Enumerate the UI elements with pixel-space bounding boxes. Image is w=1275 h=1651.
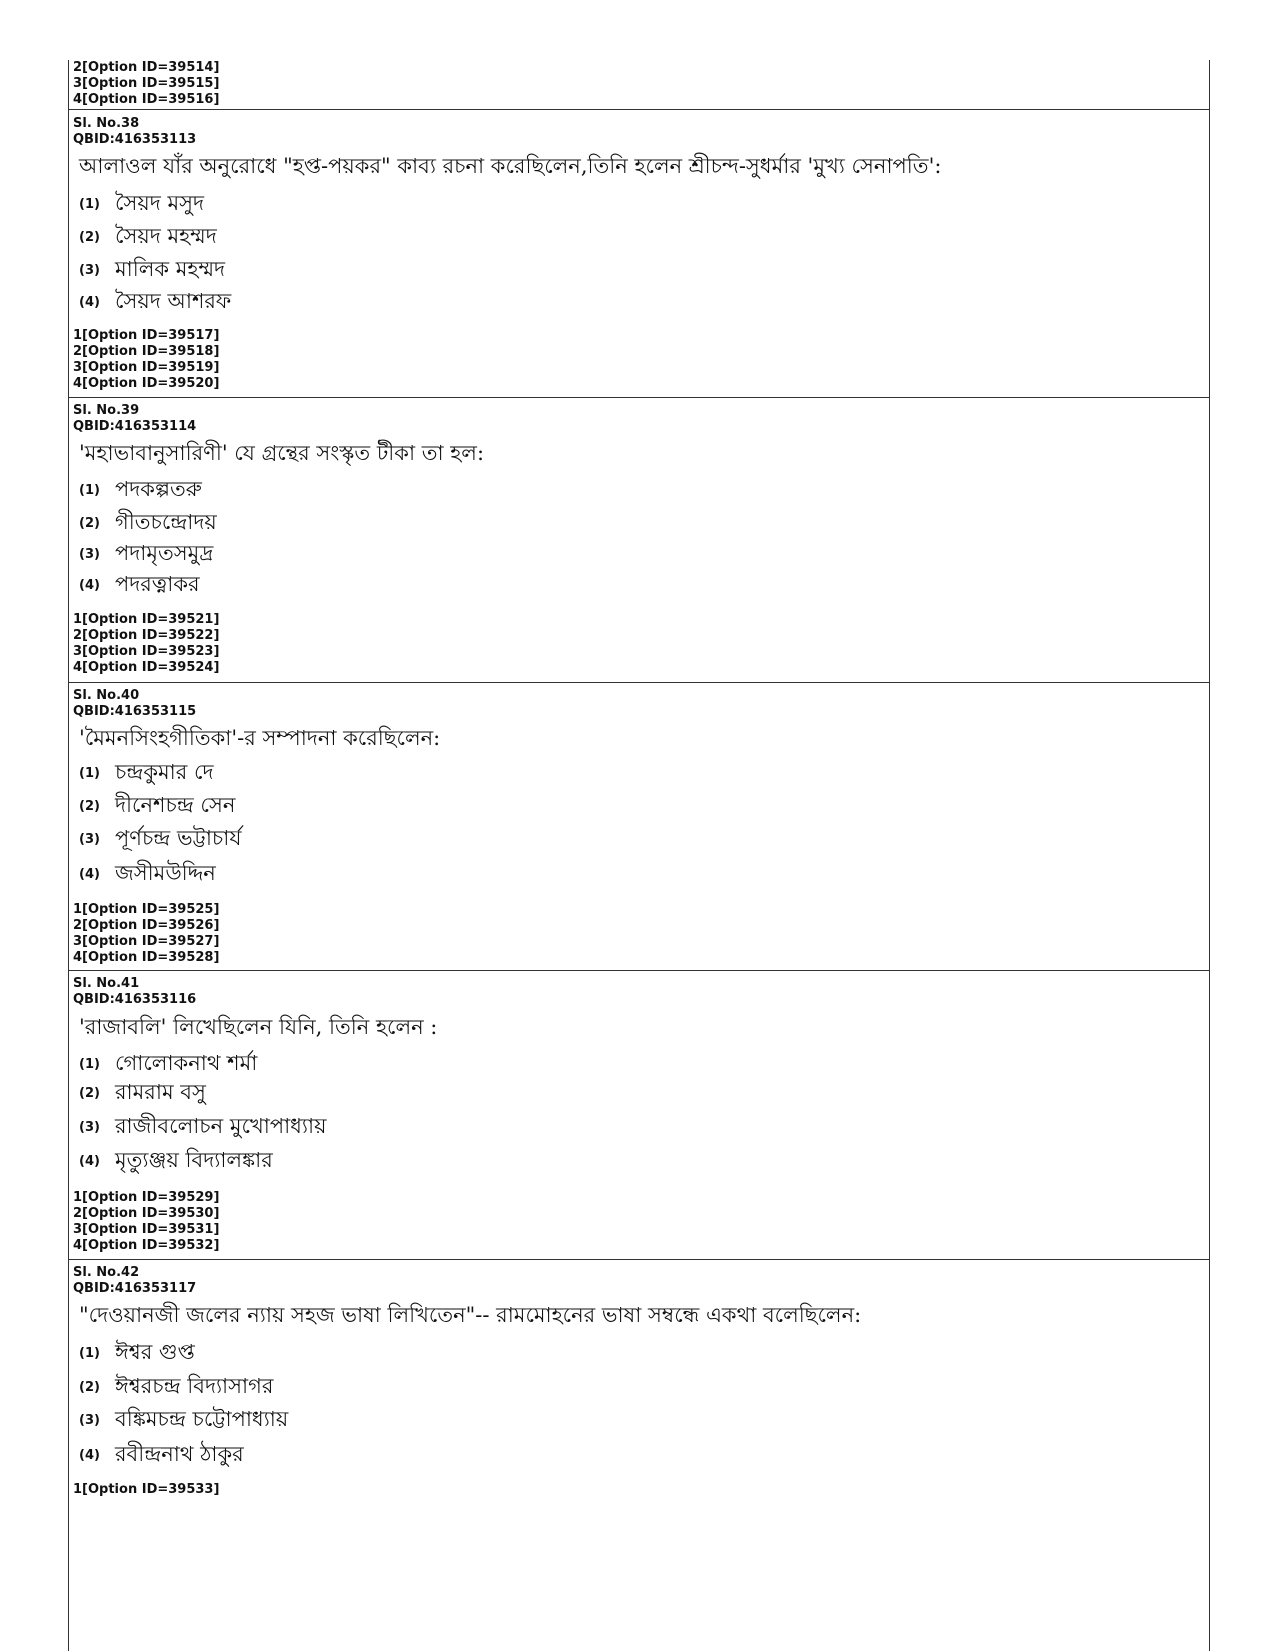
option-id-line: 1[Option ID=39533] [73, 1482, 220, 1497]
option-id-line: 4[Option ID=39528] [73, 950, 220, 965]
option-id-line: 3[Option ID=39519] [73, 360, 220, 375]
option-text: রবীন্দ্রনাথ ঠাকুর [115, 1442, 244, 1466]
option-text: মৃত্যুঞ্জয় বিদ্যালঙ্কার [115, 1148, 273, 1172]
option-text: ঈশ্বরচন্দ্র বিদ্যাসাগর [115, 1374, 274, 1398]
option-id-line: 4[Option ID=39520] [73, 376, 220, 391]
option-id-line: 4[Option ID=39516] [73, 92, 220, 107]
option-number: (4) [79, 1154, 100, 1169]
qbid: QBID:416353117 [73, 1281, 197, 1296]
option-number: (4) [79, 867, 100, 882]
previous-question-tail [69, 60, 1209, 110]
option-id-line: 2[Option ID=39530] [73, 1206, 220, 1221]
option-id-line: 3[Option ID=39515] [73, 76, 220, 91]
option-text: মালিক মহম্মদ [115, 257, 226, 281]
qbid: QBID:416353116 [73, 992, 197, 1007]
option-text: পদামৃতসমুদ্র [115, 541, 214, 565]
option-text: গোলোকনাথ শর্মা [115, 1051, 258, 1075]
option-3 [79, 537, 213, 572]
option-2 [79, 1370, 273, 1405]
option-number: (1) [79, 1057, 100, 1072]
question-paper-page [68, 60, 1210, 1651]
option-3 [79, 822, 241, 857]
option-number: (2) [79, 799, 100, 814]
question-block-40 [69, 683, 1209, 971]
option-number: (3) [79, 1120, 100, 1135]
option-number: (1) [79, 197, 100, 212]
option-2 [79, 789, 235, 824]
question-text: 'মহাভাবানুসারিণী' যে গ্রন্থের সংস্কৃত টীকা তা হল: [79, 441, 485, 465]
serial-number: Sl. No.38 [73, 116, 140, 131]
option-text: পদরত্নাকর [115, 572, 200, 596]
option-text: সৈয়দ মসুদ [115, 191, 205, 215]
question-text: 'মৈমনসিংহগীতিকা'-র সম্পাদনা করেছিলেন: [79, 726, 441, 750]
option-id-line: 2[Option ID=39514] [73, 60, 220, 75]
option-3 [79, 253, 225, 288]
option-number: (3) [79, 547, 100, 562]
option-id-line: 4[Option ID=39532] [73, 1238, 220, 1253]
serial-number: Sl. No.40 [73, 688, 140, 703]
serial-number: Sl. No.42 [73, 1265, 140, 1280]
question-block-42 [69, 1260, 1209, 1651]
option-number: (3) [79, 1413, 100, 1428]
option-number: (4) [79, 1448, 100, 1463]
serial-number: Sl. No.41 [73, 976, 140, 991]
qbid: QBID:416353114 [73, 419, 197, 434]
option-4 [79, 285, 231, 320]
option-number: (3) [79, 263, 100, 278]
option-text: গীতচন্দ্রোদয় [115, 510, 217, 534]
option-id-line: 2[Option ID=39526] [73, 918, 220, 933]
question-text: আলাওল যাঁর অনুরোধে "হপ্ত-পয়কর" কাব্য রচনা করেছিলেন,তিনি হলেন শ্রীচন্দ-সুধর্মার 'মুখ্য সেনাপতি': [79, 154, 942, 178]
question-text: "দেওয়ানজী জলের ন্যায় সহজ ভাষা লিখিতেন"-- রামমোহনের ভাষা সম্বন্ধে একথা বলেছিলেন: [79, 1303, 862, 1327]
question-block-38 [69, 110, 1209, 398]
option-1 [79, 473, 202, 508]
option-id-line: 4[Option ID=39524] [73, 660, 220, 675]
qbid: QBID:416353115 [73, 704, 197, 719]
option-number: (1) [79, 1346, 100, 1361]
option-ids [69, 902, 219, 966]
option-ids [69, 1190, 219, 1254]
option-number: (1) [79, 483, 100, 498]
question-block-39 [69, 398, 1209, 683]
option-4 [79, 568, 200, 603]
option-number: (4) [79, 295, 100, 310]
question-text: 'রাজাবলি' লিখেছিলেন যিনি, তিনি হলেন : [79, 1015, 438, 1039]
option-number: (3) [79, 832, 100, 847]
option-3 [79, 1110, 327, 1145]
option-text: রামরাম বসু [115, 1080, 206, 1104]
option-ids [69, 328, 219, 392]
option-ids [69, 612, 219, 676]
option-id-line: 2[Option ID=39522] [73, 628, 220, 643]
option-1 [79, 1336, 195, 1371]
option-text: ঈশ্বর গুপ্ত [115, 1340, 195, 1364]
option-id-line: 1[Option ID=39517] [73, 328, 220, 343]
option-4 [79, 1144, 273, 1179]
option-text: বঙ্কিমচন্দ্র চট্টোপাধ্যায় [115, 1407, 289, 1431]
option-number: (1) [79, 766, 100, 781]
option-text: সৈয়দ আশরফ [115, 289, 232, 313]
option-id-line: 1[Option ID=39521] [73, 612, 220, 627]
serial-number: Sl. No.39 [73, 403, 140, 418]
option-4 [79, 1438, 244, 1473]
option-text: সৈয়দ মহম্মদ [115, 224, 217, 248]
option-id-line: 1[Option ID=39529] [73, 1190, 220, 1205]
option-1 [79, 187, 204, 222]
option-id-line: 2[Option ID=39518] [73, 344, 220, 359]
option-2 [79, 1076, 206, 1111]
question-block-41 [69, 971, 1209, 1260]
option-number: (2) [79, 1086, 100, 1101]
option-1 [79, 756, 214, 791]
option-id-line: 1[Option ID=39525] [73, 902, 220, 917]
option-2 [79, 506, 217, 541]
qbid: QBID:416353113 [73, 132, 197, 147]
option-number: (2) [79, 516, 100, 531]
option-number: (2) [79, 1380, 100, 1395]
option-id-line: 3[Option ID=39531] [73, 1222, 220, 1237]
option-text: পদকল্পতরু [115, 477, 202, 501]
option-text: চন্দ্রকুমার দে [115, 760, 214, 784]
option-text: রাজীবলোচন মুখোপাধ্যায় [115, 1114, 327, 1138]
option-2 [79, 220, 217, 255]
option-text: দীনেশচন্দ্র সেন [115, 793, 236, 817]
option-ids [69, 1482, 219, 1498]
option-id-line: 3[Option ID=39523] [73, 644, 220, 659]
option-id-line: 3[Option ID=39527] [73, 934, 220, 949]
option-4 [79, 857, 216, 892]
option-3 [79, 1403, 288, 1438]
option-number: (4) [79, 578, 100, 593]
option-number: (2) [79, 230, 100, 245]
option-text: পূর্ণচন্দ্র ভট্টাচার্য [115, 826, 242, 850]
option-text: জসীমউদ্দিন [115, 861, 216, 885]
